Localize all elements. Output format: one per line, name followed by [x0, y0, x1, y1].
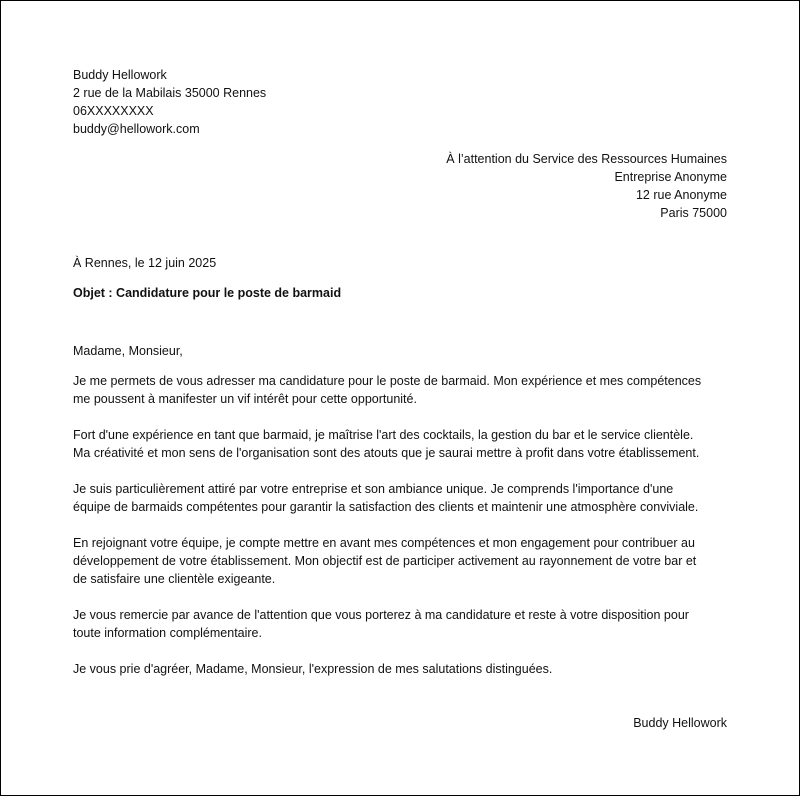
- letter-signature: Buddy Hellowork: [633, 716, 727, 730]
- recipient-attention: À l’attention du Service des Ressources Humaines: [446, 152, 727, 166]
- body-paragraph: [73, 372, 733, 408]
- sender-phone: 06XXXXXXXX: [73, 104, 154, 118]
- recipient-street: 12 rue Anonyme: [635, 188, 727, 202]
- letter-body: [73, 372, 733, 696]
- body-line: Je vous remercie par avance de l'attention que vous porterez à ma candidature et reste à votre disposition pour: [73, 608, 689, 622]
- letter-subject: Objet : Candidature pour le poste de barmaid: [73, 286, 342, 300]
- sender-name: Buddy Hellowork: [73, 68, 167, 82]
- letter-date: À Rennes, le 12 juin 2025: [73, 256, 217, 270]
- body-paragraph: [73, 606, 733, 642]
- recipient-city: Paris 75000: [660, 206, 727, 220]
- body-paragraph: [73, 426, 733, 462]
- body-line: développement de votre établissement. Mon objectif est de participer activement au rayonnement de votre bar et: [73, 554, 697, 568]
- body-line: Je vous prie d'agréer, Madame, Monsieur, l'expression de mes salutations distinguées.: [73, 662, 553, 676]
- letter-greeting: Madame, Monsieur,: [73, 344, 183, 358]
- sender-address: 2 rue de la Mabilais 35000 Rennes: [73, 86, 267, 100]
- recipient-company: Entreprise Anonyme: [614, 170, 727, 184]
- body-line: me poussent à manifester un vif intérêt pour cette opportunité.: [73, 392, 417, 406]
- body-paragraph: [73, 660, 733, 678]
- body-line: de satisfaire une clientèle exigeante.: [73, 572, 276, 586]
- body-line: Je suis particulièrement attiré par votre entreprise et son ambiance unique. Je comprends l'importance d'une: [73, 482, 674, 496]
- body-line: En rejoignant votre équipe, je compte mettre en avant mes compétences et mon engagement pour contribuer au: [73, 536, 695, 550]
- body-paragraph: [73, 480, 733, 516]
- recipient-block: [307, 150, 727, 222]
- body-line: toute information complémentaire.: [73, 626, 262, 640]
- sender-email: buddy@hellowork.com: [73, 122, 200, 136]
- sender-block: [73, 66, 393, 138]
- body-line: équipe de barmaids compétentes pour garantir la satisfaction des clients et maintenir une atmosphère conviviale.: [73, 500, 699, 514]
- body-paragraph: [73, 534, 733, 588]
- body-line: Fort d'une expérience en tant que barmaid, je maîtrise l'art des cocktails, la gestion du bar et le service clientèle.: [73, 428, 694, 442]
- body-line: Je me permets de vous adresser ma candidature pour le poste de barmaid. Mon expérience et mes compétences: [73, 374, 702, 388]
- body-line: Ma créativité et mon sens de l'organisation sont des atouts que je saurai mettre à profit dans votre établissement.: [73, 446, 700, 460]
